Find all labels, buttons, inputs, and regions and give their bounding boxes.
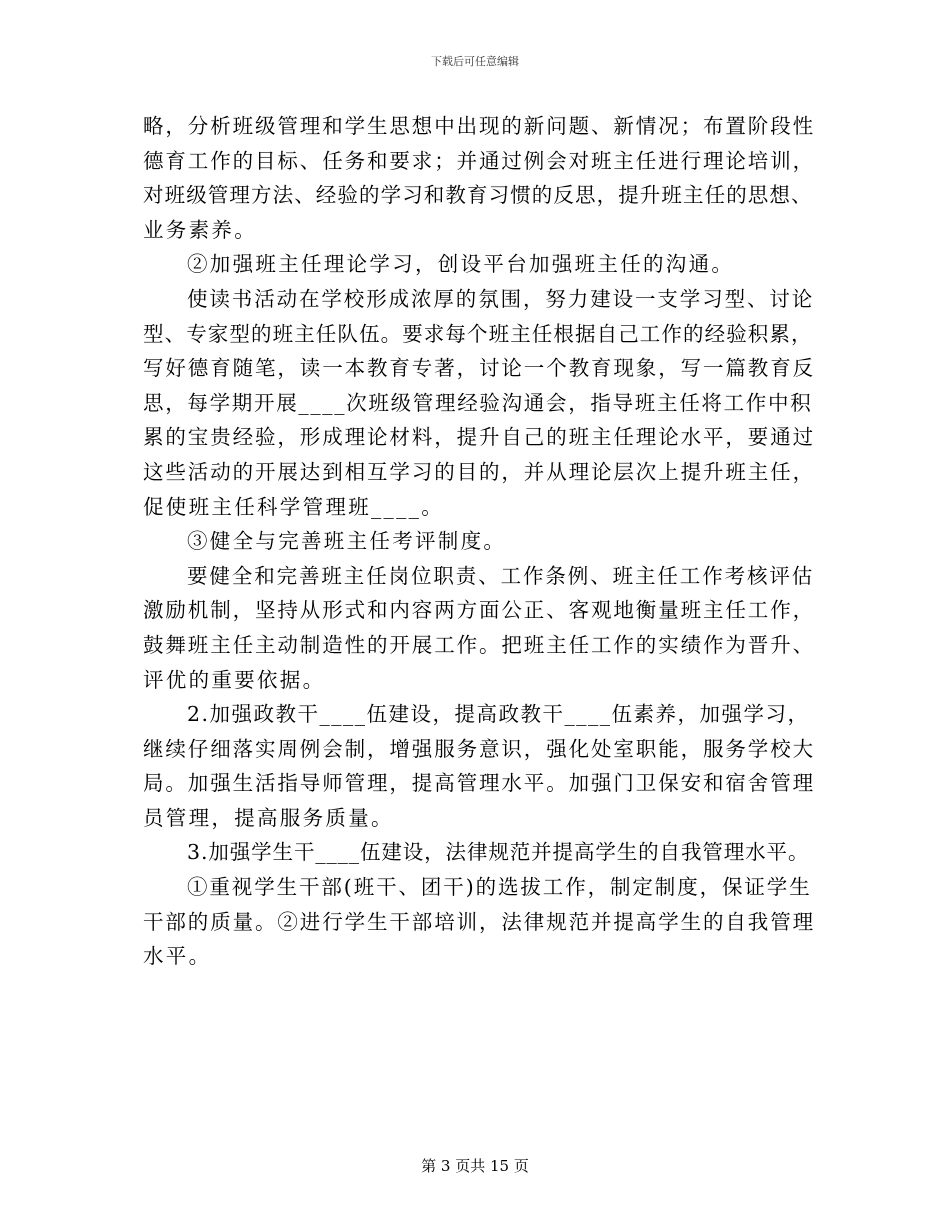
text-line: 业务素养。: [143, 217, 257, 242]
text-line: 略，分析班级管理和学生思想中出现的新问题、新情况；布置阶段性: [143, 114, 815, 138]
text-line: 使读书活动在学校形成浓厚的氛围，努力建设一支学习型、讨论: [187, 286, 815, 311]
section-heading: 2.加强政教干____伍建设，提高政教干____伍素养，加强学习，: [187, 702, 810, 727]
document-body: [143, 109, 815, 974]
page-number: 第 3 页共 15 页: [421, 1157, 529, 1175]
page-header: 下载后可任意编辑: [431, 55, 519, 68]
text-line: 德育工作的目标、任务和要求；并通过例会对班主任进行理论培训，: [143, 148, 815, 173]
section-heading: ②加强班主任理论学习，创设平台加强班主任的沟通。: [187, 252, 735, 277]
text-line: 促使班主任科学管理班____。: [143, 494, 444, 519]
section-heading: 3.加强学生干____伍建设，法律规范并提高学生的自我管理水平。: [187, 840, 810, 865]
text-line: 水平。: [143, 944, 212, 969]
text-line: 鼓舞班主任主动制造性的开展工作。把班主任工作的实绩作为晋升、: [143, 632, 815, 657]
text-line: 继续仔细落实周例会制，增强服务意识，强化处室职能，服务学校大: [143, 736, 815, 761]
text-line: 累的宝贵经验，形成理论材料，提升自己的班主任理论水平，要通过: [143, 425, 815, 450]
text-line: 评优的重要依据。: [143, 667, 326, 692]
text-line: 这些活动的开展达到相互学习的目的，并从理论层次上提升班主任，: [143, 459, 815, 484]
text-line: 型、专家型的班主任队伍。要求每个班主任根据自己工作的经验积累，: [143, 321, 813, 346]
text-line: 员管理，提高服务质量。: [143, 805, 394, 830]
section-heading: ③健全与完善班主任考评制度。: [187, 529, 507, 554]
text-line: 干部的质量。②进行学生干部培训，法律规范并提高学生的自我管理: [143, 909, 815, 934]
text-line: ①重视学生干部(班干、团干)的选拔工作，制定制度，保证学生: [187, 875, 812, 900]
text-line: 激励机制，坚持从形式和内容两方面公正、客观地衡量班主任工作，: [143, 598, 815, 623]
text-line: 要健全和完善班主任岗位职责、工作条例、班主任工作考核评估: [187, 563, 815, 588]
text-line: 思，每学期开展____次班级管理经验沟通会，指导班主任将工作中积: [143, 390, 813, 415]
text-line: 对班级管理方法、经验的学习和教育习惯的反思，提升班主任的思想、: [143, 183, 813, 208]
text-line: 写好德育随笔，读一本教育专著，讨论一个教育现象，写一篇教育反: [143, 356, 815, 381]
text-line: 局。加强生活指导师管理，提高管理水平。加强门卫保安和宿舍管理: [143, 771, 815, 796]
